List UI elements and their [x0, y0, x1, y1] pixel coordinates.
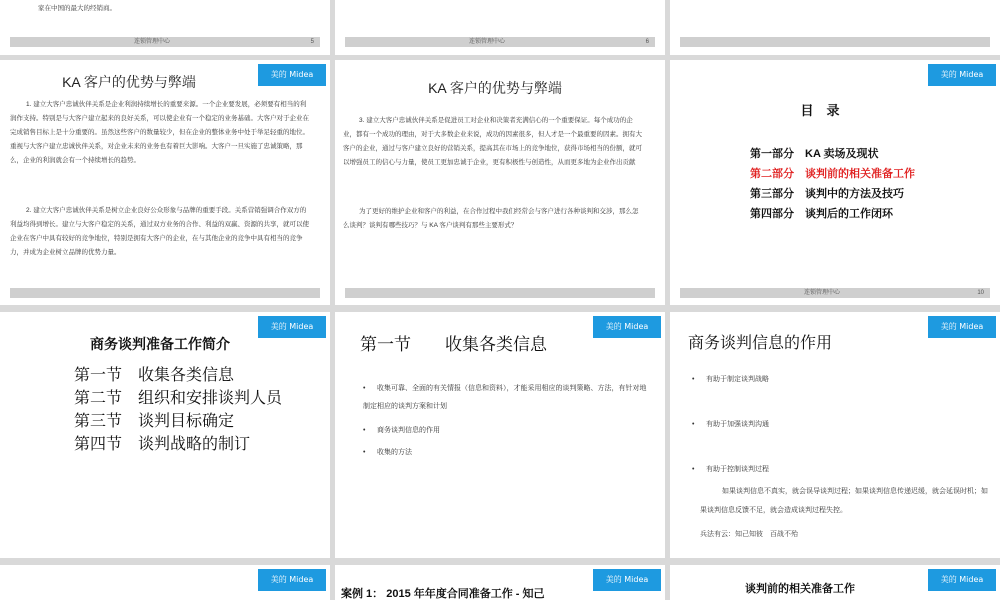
section-item-2: 第二节 组织和安排谈判人员	[74, 390, 283, 407]
paragraph-2: 2. 建立大客户忠诚伙伴关系是树立企业良好公众形象与品牌的重要手段。关系营销强调合作双方的利益均得到增长。建立与大客户稳定的关系，通过双方业务的合作、利益的双赢、资源的共享，就可以使企业在客户中具有较好的竞争地位，特别是拥有大客户的企业，在与其他企业的竞争中具有相当的竞争力，并成为企业树立品牌的优势力量。	[10, 207, 309, 256]
slide-7	[670, 0, 1000, 55]
slide-collect-info	[335, 312, 665, 558]
slide-title: 商务谈判信息的作用	[688, 335, 833, 352]
toc-item-3: 第三部分 谈判中的方法及技巧	[750, 188, 904, 200]
midea-logo: 美的 Midea	[258, 569, 326, 591]
slide-case-1	[335, 565, 665, 600]
section-list	[74, 364, 282, 456]
section-item-1: 第一节 收集各类信息	[74, 367, 235, 384]
info-paragraph: 如果谈判信息不真实，就会误导谈判过程；如果谈判信息传递迟缓，就会延误时机；如果谈判信息反馈不足，就会造成谈判过程失控。	[700, 488, 988, 514]
bullet-1: • 有助于制定谈判战略	[692, 376, 769, 383]
bullet-2: • 有助于加强谈判沟通	[692, 421, 769, 428]
slide-prep-work	[670, 565, 1000, 600]
bullet-1: • 收集可靠、全面的有关情报（信息和资料），才能采用相应的谈判策略、方法，有针对地制定相应的谈判方案和计划	[363, 385, 647, 410]
slide-info-role	[670, 312, 1000, 558]
paragraph-4: 为了更好的维护企业和客户的利益，在合作过程中我们经常会与客户进行各种谈判和交涉，那么怎么谈判？谈判有哪些技巧？与 KA 客户谈判有那些主要形式？	[343, 208, 639, 229]
midea-logo: 美的 Midea	[593, 569, 661, 591]
midea-logo: 美的 Midea	[928, 569, 996, 591]
slide-footer: 连锁管理中心 6	[345, 37, 655, 47]
paragraph-1: 1. 建立大客户忠诚伙伴关系是企业利润持续增长的重要来源。一个企业要发展，必须要有相当的利润作支持。特别是与大客户建立起来的良好关系，可以使企业有一个稳定的业务基础。大客户对于企业在完成销售目标上是十分重要的。虽然这些客户的数量较少，但在企业的整体业务中处于举足轻重的地位。重视与大客户建立忠诚伙伴关系，对企业未来的业务也有着巨大影响。大客户一旦实施了忠诚策略，那么，企业的利润就会有一个持续增长的趋势。	[10, 101, 309, 164]
slide-title: 谈判前的相关准备工作	[745, 583, 855, 595]
slide-text: 家在中国的最大的经销商。	[38, 5, 116, 12]
slide-ka-advantages-2	[335, 60, 665, 305]
midea-logo: 美的 Midea	[593, 316, 661, 338]
slide-prep-overview	[0, 312, 330, 558]
slide-bottom-1	[0, 565, 330, 600]
section-item-4: 第四节 谈判战略的制订	[74, 436, 251, 453]
section-item-3: 第三节 谈判目标确定	[74, 413, 235, 430]
slide-title: 案例 1： 2015 年年度合同准备工作 - 知己	[341, 588, 545, 600]
slide-title: KA 客户的优势与弊端	[428, 80, 562, 96]
midea-logo: 美的 Midea	[258, 64, 326, 86]
page-number: 6	[645, 39, 649, 45]
bullet-3: • 有助于控制谈判过程	[692, 466, 769, 473]
toc-item-4: 第四部分 谈判后的工作闭环	[750, 208, 893, 220]
toc-item-1: 第一部分 KA 卖场及现状	[750, 148, 879, 160]
midea-logo: 美的 Midea	[258, 316, 326, 338]
toc-list	[750, 144, 915, 224]
bullet-3: • 收集的方法	[363, 449, 412, 456]
slide-6	[335, 0, 665, 55]
slide-title: 第一节 收集各类信息	[360, 335, 547, 354]
slide-footer	[345, 288, 655, 298]
toc-title: 目 录	[800, 103, 840, 118]
paragraph-3: 3. 建立大客户忠诚伙伴关系是促进员工对企业和决策者充满信心的一个重要保证。每个成功的企业，都有一个成功的理由，对于大多数企业来说，成功的因素很多，但人才是一个最重要的因素。拥有大客户的企业，通过与客户建立良好的营销关系，提高其在市场上的竞争地位，获得市场相当的份额，就可以增强员工的信心与力量，使员工更加忠诚于企业，更有积极性与创造性，从而更多地为企业作出贡献	[343, 117, 642, 166]
slide-title: KA 客户的优势与弊端	[62, 74, 196, 90]
slide-footer: 连锁管理中心 10	[680, 288, 990, 298]
slide-title: 商务谈判准备工作简介	[90, 336, 230, 352]
page-number: 5	[310, 39, 314, 45]
midea-logo: 美的 Midea	[928, 316, 996, 338]
toc-item-2: 第二部分 谈判前的相关准备工作	[750, 168, 915, 180]
slide-footer: 连锁管理中心 5	[10, 37, 320, 47]
slide-footer	[680, 37, 990, 47]
slide-footer	[10, 288, 320, 298]
page-number: 10	[977, 290, 984, 296]
midea-logo: 美的 Midea	[928, 64, 996, 86]
slide-ka-advantages-1	[0, 60, 330, 305]
slide-toc	[670, 60, 1000, 305]
slide-5	[0, 0, 330, 55]
quote: 兵法有云：知己知彼 百战不殆	[700, 531, 798, 538]
bullet-2: • 商务谈判信息的作用	[363, 427, 440, 434]
